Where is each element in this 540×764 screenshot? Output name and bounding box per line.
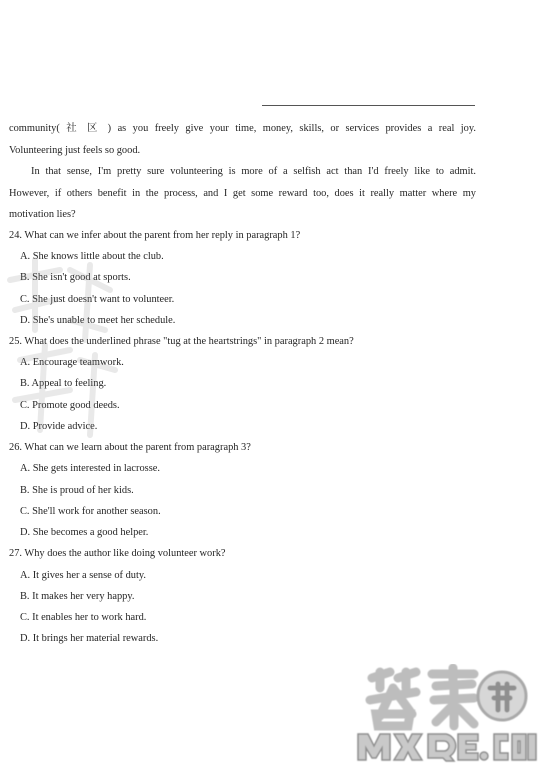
- question-26-option-a[interactable]: A. She gets interested in lacrosse.: [20, 463, 160, 474]
- passage-line-5: motivation lies?: [9, 209, 76, 220]
- passage-line-4: However, if others benefit in the process, and I get some reward too, does it really matter where my: [9, 188, 476, 199]
- question-24-option-c[interactable]: C. She just doesn't want to volunteer.: [20, 294, 175, 305]
- question-27-option-a[interactable]: A. It gives her a sense of duty.: [20, 570, 147, 581]
- side-watermark-icon: [0, 250, 120, 450]
- question-24-option-b[interactable]: B. She isn't good at sports.: [20, 272, 131, 283]
- question-25-option-b[interactable]: B. Appeal to feeling.: [20, 378, 107, 389]
- question-25-option-a[interactable]: A. Encourage teamwork.: [20, 357, 124, 368]
- question-27-stem: 27. Why does the author like doing volunteer work?: [9, 548, 226, 559]
- question-25-option-c[interactable]: C. Promote good deeds.: [20, 400, 120, 411]
- passage-line-2: Volunteering just feels so good.: [9, 145, 141, 156]
- question-24-stem: 24. What can we infer about the parent from her reply in paragraph 1?: [9, 230, 301, 241]
- passage-line-1: community( 社 区 ) as you freely give your time, money, skills, or services provides a real joy.: [9, 123, 476, 134]
- mxqe-logo-watermark: [350, 664, 540, 764]
- question-26-option-d[interactable]: D. She becomes a good helper.: [20, 527, 149, 538]
- question-25-stem: 25. What does the underlined phrase "tug at the heartstrings" in paragraph 2 mean?: [9, 336, 354, 347]
- passage-line-3: In that sense, I'm pretty sure volunteering is more of a selfish act than I'd freely like to admit.: [31, 166, 476, 177]
- question-27-option-d[interactable]: D. It brings her material rewards.: [20, 633, 159, 644]
- answer-blank-line: [262, 105, 475, 106]
- question-27-option-c[interactable]: C. It enables her to work hard.: [20, 612, 147, 623]
- question-24-option-a[interactable]: A. She knows little about the club.: [20, 251, 164, 262]
- question-26-option-c[interactable]: C. She'll work for another season.: [20, 506, 161, 517]
- question-24-option-d[interactable]: D. She's unable to meet her schedule.: [20, 315, 176, 326]
- question-26-stem: 26. What can we learn about the parent from paragraph 3?: [9, 442, 251, 453]
- question-26-option-b[interactable]: B. She is proud of her kids.: [20, 485, 134, 496]
- question-25-option-d[interactable]: D. Provide advice.: [20, 421, 98, 432]
- question-27-option-b[interactable]: B. It makes her very happy.: [20, 591, 135, 602]
